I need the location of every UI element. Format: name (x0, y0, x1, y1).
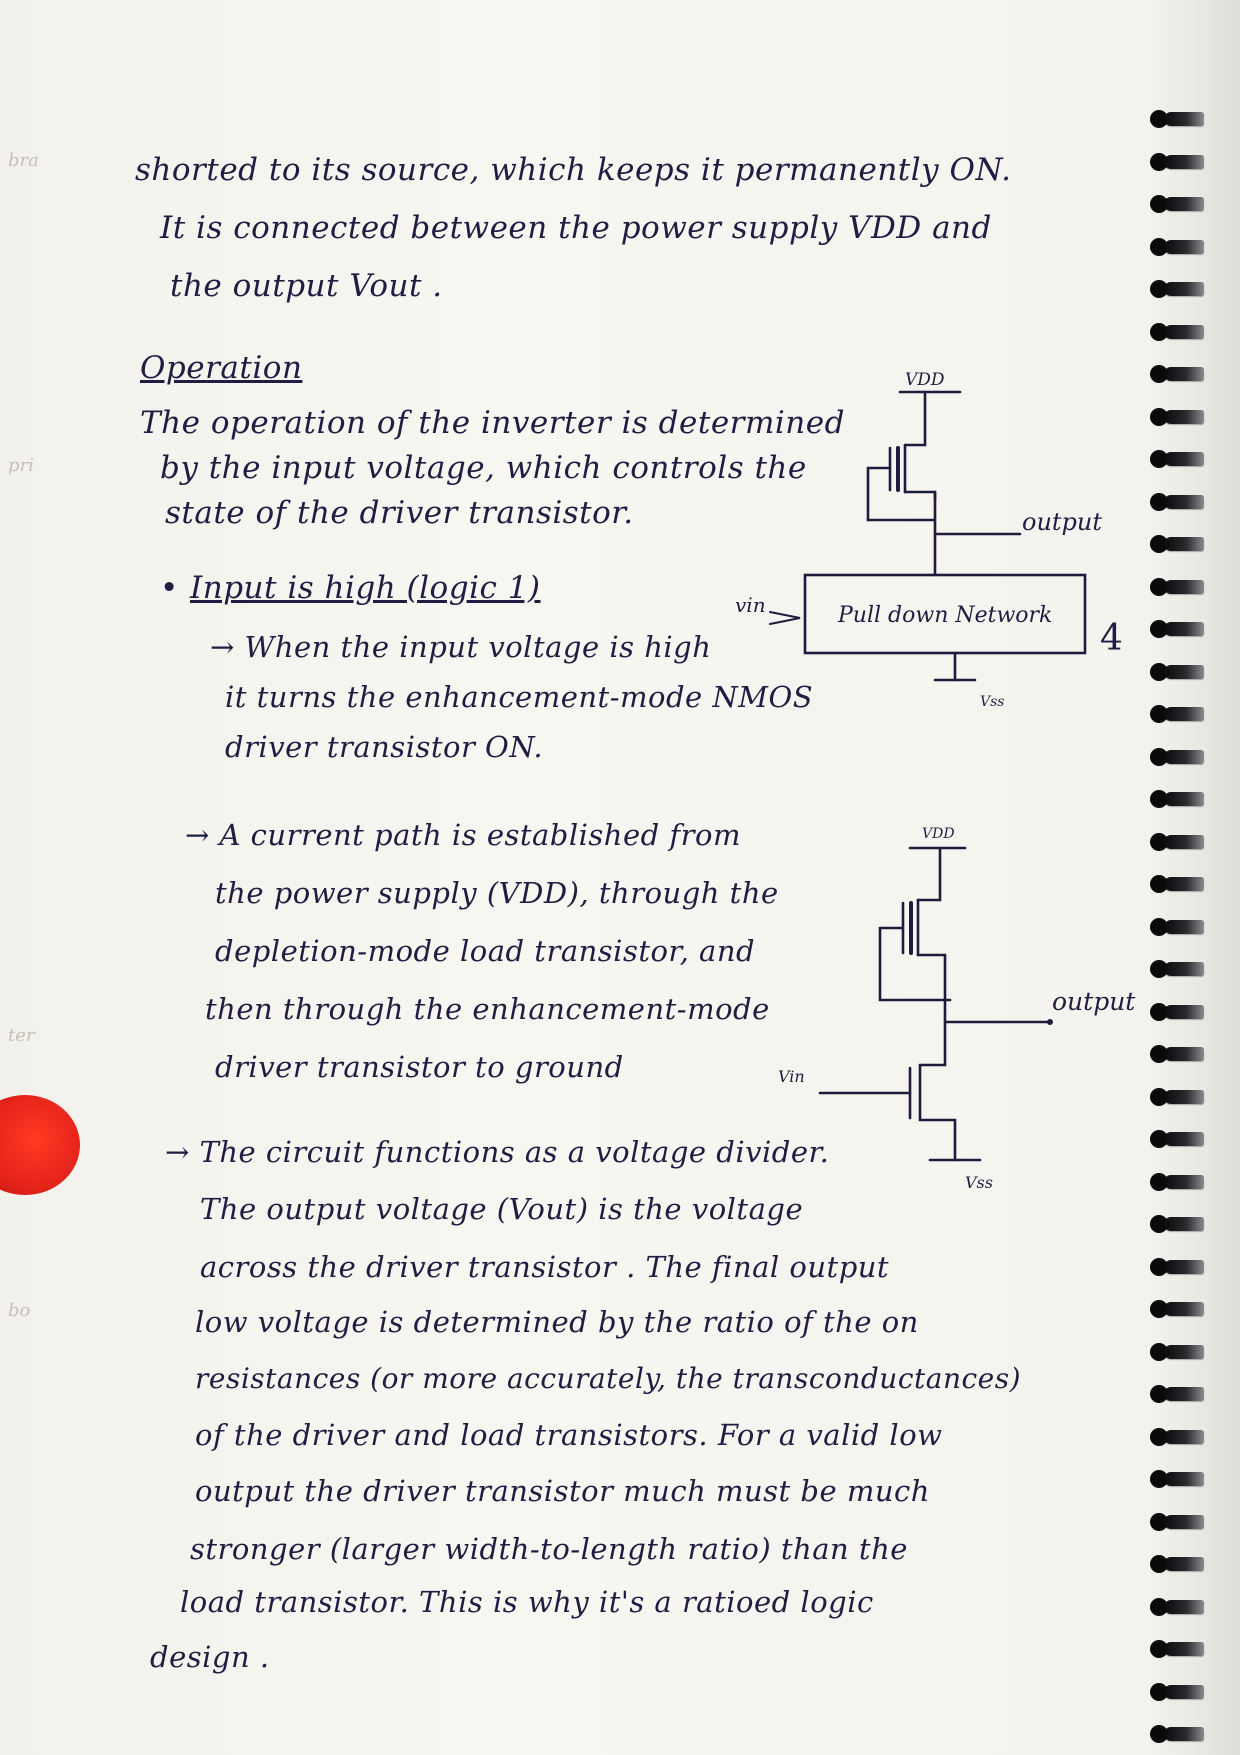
input-high-p2-line-3: depletion-mode load transistor, and (215, 934, 756, 968)
divider-line-1: → The circuit functions as a voltage divider. (165, 1135, 830, 1169)
divider-line-7: output the driver transistor much must be much (195, 1474, 930, 1508)
margin-mark: ter (8, 1025, 35, 1046)
d1-vdd-label: VDD (905, 370, 945, 390)
binding-ring (1164, 1217, 1204, 1231)
d1-output-label: output (1022, 508, 1103, 536)
binding-ring (1164, 1727, 1204, 1741)
binding-ring (1164, 1472, 1204, 1486)
binding-ring (1164, 112, 1204, 126)
binding-ring (1164, 452, 1204, 466)
divider-line-3: across the driver transistor . The final output (200, 1250, 890, 1284)
binding-ring (1164, 1387, 1204, 1401)
binding-ring (1164, 580, 1204, 594)
d1-vss-label: Vss (980, 694, 1005, 710)
divider-line-6: of the driver and load transistors. For a valid low (195, 1418, 943, 1452)
binding-ring (1164, 240, 1204, 254)
divider-line-10: design . (150, 1640, 270, 1674)
intro-line-3: the output Vout . (170, 268, 443, 304)
binding-ring (1164, 1175, 1204, 1189)
binding-ring (1164, 197, 1204, 211)
binding-ring (1164, 1515, 1204, 1529)
binding-ring (1164, 962, 1204, 976)
ring-column (1150, 0, 1240, 1755)
binding-ring (1164, 1685, 1204, 1699)
input-high-p1-line-3: driver transistor ON. (225, 730, 544, 764)
binding-ring (1164, 325, 1204, 339)
input-high-title: Input is high (logic 1) (190, 570, 541, 606)
binding-ring (1164, 155, 1204, 169)
input-high-p2-line-4: then through the enhancement-mode (205, 992, 770, 1026)
divider-line-8: stronger (larger width-to-length ratio) than the (190, 1532, 908, 1566)
d2-vdd-label: VDD (922, 826, 955, 842)
d1-vin-label: vin (735, 593, 766, 617)
binding-ring (1164, 835, 1204, 849)
binding-ring (1164, 792, 1204, 806)
bullet-dot: • (160, 570, 179, 606)
binding-ring (1164, 410, 1204, 424)
input-high-p2-line-1: → A current path is established from (185, 818, 741, 852)
binding-ring (1164, 537, 1204, 551)
page-number: 4 (1100, 618, 1123, 659)
margin-mark: bra (8, 150, 39, 171)
binding-ring (1164, 1430, 1204, 1444)
divider-line-9: load transistor. This is why it's a ratioed logic (180, 1585, 874, 1619)
d2-vss-label: Vss (965, 1173, 993, 1192)
binding-ring (1164, 282, 1204, 296)
margin-mark: pri (8, 455, 34, 476)
intro-line-1: shorted to its source, which keeps it permanently ON. (135, 152, 1012, 188)
input-high-p1-line-1: → When the input voltage is high (210, 630, 712, 664)
divider-line-4: low voltage is determined by the ratio of the on (195, 1305, 919, 1339)
binding-ring (1164, 1642, 1204, 1656)
binding-ring (1164, 1260, 1204, 1274)
divider-line-2: The output voltage (Vout) is the voltage (200, 1192, 804, 1226)
binding-ring (1164, 707, 1204, 721)
binding-ring (1164, 622, 1204, 636)
operation-line-3: state of the driver transistor. (165, 495, 634, 531)
binding-ring (1164, 877, 1204, 891)
input-high-p2-line-5: driver transistor to ground (215, 1050, 624, 1084)
binding-ring (1164, 920, 1204, 934)
d1-vin-arrow (770, 612, 800, 624)
binding-ring (1164, 1345, 1204, 1359)
binding-ring (1164, 665, 1204, 679)
binding-ring (1164, 1132, 1204, 1146)
d2-vin-label: Vin (778, 1067, 805, 1086)
binding-ring (1164, 750, 1204, 764)
operation-line-2: by the input voltage, which controls the (160, 450, 807, 486)
input-high-p1-line-2: it turns the enhancement-mode NMOS (225, 680, 814, 714)
binding-ring (1164, 1005, 1204, 1019)
binding-ring (1164, 1047, 1204, 1061)
binding-ring (1164, 1302, 1204, 1316)
operation-heading: Operation (140, 350, 303, 386)
margin-mark: bo (8, 1300, 31, 1321)
binding-ring (1164, 1600, 1204, 1614)
binding-ring (1164, 1090, 1204, 1104)
intro-line-2: It is connected between the power supply VDD and (160, 210, 992, 246)
operation-line-1: The operation of the inverter is determined (140, 405, 845, 441)
d2-output-label: output (1052, 987, 1136, 1016)
divider-line-5: resistances (or more accurately, the transconductances) (195, 1362, 1022, 1395)
binding-ring (1164, 495, 1204, 509)
input-high-p2-line-2: the power supply (VDD), through the (215, 876, 779, 910)
binding-ring (1164, 367, 1204, 381)
binding-ring (1164, 1557, 1204, 1571)
d1-network-label: Pull down Network (838, 603, 1053, 628)
